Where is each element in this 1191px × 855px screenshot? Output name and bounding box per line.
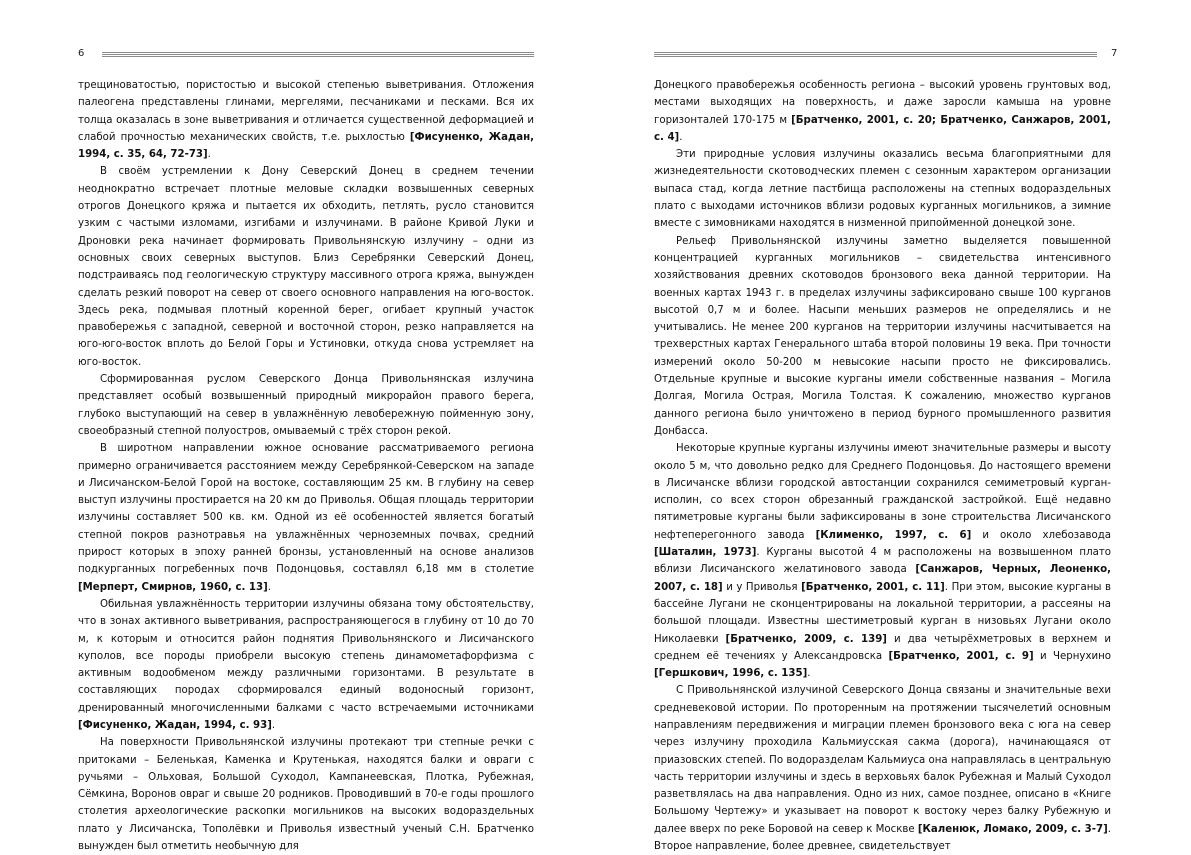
text-run: . При этом, высокие курганы в бассейне Лугани не сконцентрированы на локальной территории, а рассеяны на большой площади. Известны шестиметровый курган в низовьях Лугани около Николаевки — [654, 581, 1112, 645]
left-page — [0, 0, 595, 853]
citation: [Фисуненко, Жадан, 1994, с. 93] — [78, 719, 272, 731]
citation: [Братченко, 2009, с. 139] — [725, 633, 887, 645]
page-number: 6 — [78, 48, 85, 59]
paragraph — [78, 77, 534, 163]
citation: [Братченко, 2001, с. 9] — [888, 650, 1034, 662]
text-run: Эти природные условия излучины оказались весьма благоприятными для жизнедеятельности скотоводческих племен с сезонным характером организации выпаса стад, когда летние пастбища расположены на степных водораздельных плато с выходами источников вблизи родовых курганных могильников, а зимние вместе с зимовниками находятся в низменной припойменной донецкой зоне. — [654, 149, 1111, 230]
text-run: В широтном направлении южное основание рассматриваемого региона примерно ограничивается расстоянием между Серебрянкой-Северском на западе и Лисичанском-Белой Горой на востоке, составляющим 25 км. В глубину на север выступ излучины простирается на 20 км до Приволья. Общая площадь территории излучины составляет 500 кв. км. Одной из её особенностей является богатый степной покров разнотравья на увлажнённых черноземных почвах, средний прирост которых в эпоху ранней бронзы, установленный на основе анализов подкурганных погребенных почв Подонцовья, составлял 6,18 мм в столетие — [78, 443, 534, 576]
paragraph — [78, 734, 534, 855]
text-run: . — [679, 131, 683, 143]
text-run: и около хлебозавода — [971, 529, 1111, 541]
paragraph — [654, 440, 1111, 682]
text-run: Сформированная руслом Северского Донца Привольнянская излучина представляет особый возвышенный природный микрорайон правого берега, глубоко выступающий на север в увлажнённую левобережную пойменную зону, своеобразный степной полуостров, омываемый с трёх сторон рекой. — [78, 374, 534, 437]
text-run: Некоторые крупные курганы излучины имеют значительные размеры и высоту около 5 м, что довольно редко для Среднего Подонцовья. До настоящего времени в Лисичанске вблизи городской автостанции сохранился семиметровый курган-исполин, со всех сторон обрезанный гражданской застройкой. Ещё недавно пятиметровые курганы были зафиксированы в зоне строительства Лисичанского нефтеперегонного завода — [654, 443, 1111, 541]
paragraph — [78, 440, 534, 596]
text-run: . — [807, 668, 811, 680]
citation: [Шаталин, 1973] — [654, 547, 757, 559]
page-number: 7 — [1111, 48, 1118, 59]
text-run: Обильная увлажнённость территории излучины обязана тому обстоятельству, что в зонах активного выветривания, распространяющегося в глубину от 10 до 70 м, к которым и относится район поднятия Привольнянского и Лисичанского куполов, все породы приобрели высокую степень динамометафорфизма с активным водообменом между различными горизонтами. В результате в составляющих породах сформировался единый водоносный горизонт, дренированный многочисленными балками с часто встречаемыми источниками — [78, 598, 534, 714]
text-run: . — [267, 581, 272, 593]
citation: [Братченко, 2001, с. 11] — [801, 581, 945, 593]
header-rule — [102, 52, 534, 58]
text-run: . Курганы высотой 4 м расположены на возвышенном плато вблизи Лисичанского желатинового завода — [654, 547, 1112, 576]
text-run: На поверхности Привольнянской излучины протекают три степные речки с притоками – Беленькая, Каменка и Крутенькая, находятся балки и овраги с ручьями – Ольховая, Большой Суходол, Кампанеевская, Плотка, Рубежная, Сёмкина, Воронов овраг и свыше 20 родников. Проводивший в 70-е годы прошлого столетия археологические раскопки могильников на высоких водораздельных плато у Лисичанска, Тополёвки и Приволья известный ученый С.Н. Братченко вынужден был отметить необычную для — [78, 737, 534, 853]
text-run: . Второе направление, более древнее, свидетельствует — [654, 823, 1111, 853]
body-text — [654, 77, 1111, 855]
paragraph — [654, 146, 1111, 232]
text-run: Донецкого правобережья особенность региона – высокий уровень грунтовых вод, местами выходящих на поверхность, и даже заросли камыша на уровне горизонталей 170-175 м — [654, 80, 1111, 126]
citation: [Санжаров, Черных, Леоненко, 2007, с. 18] — [654, 564, 1111, 593]
text-run: и у Приволья — [722, 581, 802, 593]
right-page — [596, 0, 1191, 853]
text-run: и два четырёхметровых в верхнем и среднем её течениях у Александровска — [654, 633, 1111, 662]
text-run: . — [271, 719, 276, 731]
paragraph — [78, 163, 534, 371]
citation: [Братченко, 2001, с. 20; Братченко, Санжаров, 2001, с. 4] — [654, 114, 1111, 143]
paragraph — [78, 371, 534, 440]
paragraph — [654, 77, 1111, 146]
text-run: трещиноватостью, пористостью и высокой степенью выветривания. Отложения палеогена представлены глинами, мергелями, песчаниками и песками. Вся их толща оказалась в зоне выветривания и отличается существенной деформацией и слабой прочностью механических свойств, т.е. рыхлостью — [78, 80, 534, 143]
text-run: С Привольнянской излучиной Северского Донца связаны и значительные вехи средневековой истории. По проторенным на протяжении тысячелетий основным направлениям передвижения и миграции племен бронзового века с юга на север через излучину проходила Кальмиусская сакма (дорога), начинающаяся от приазовских степей. По водоразделам Кальмиуса она направлялась в центральную часть территории излучины и здесь в верховьях балок Рубежная и Малый Суходол разветвлялась на два направления. Одно из них, самое позднее, описано в «Книге Большому Чертежу» и указывает на поворот к востоку через балку Рубежную и далее вверх по реке Боровой на север к Москве — [654, 685, 1111, 835]
citation: [Каленюк, Ломако, 2009, с. 3-7] — [917, 823, 1108, 835]
text-run: Рельеф Привольнянской излучины заметно выделяется повышенной концентрацией курганных могильников – свидетельства интенсивного хозяйствования древних скотоводов бронзового века данной территории. На военных картах 1943 г. в пределах излучины зафиксировано свыше 100 курганов высотой 0,7 м и более. Насыпи меньших размеров не определялись и не учитывались. Не менее 200 курганов на территории излучины насчитывается на трехверстных картах Генерального штаба второй половины 19 века. При точности измерений около 50-200 м невысокие насыпи просто не фиксировались. Отдельные крупные и высокие курганы имели собственные названия – Могила Долгая, Могила Острая, Могила Толстая. К сожалению, множество курганов данного региона было уничтожено в период бурного промышленного развития Донбасса. — [654, 235, 1111, 437]
citation: [Мерперт, Смирнов, 1960, с. 13] — [78, 581, 268, 593]
paragraph — [654, 682, 1111, 855]
citation: [Гершкович, 1996, с. 135] — [654, 668, 808, 680]
paragraph — [654, 233, 1111, 441]
paragraph — [78, 596, 534, 734]
text-run: В своём устремлении к Дону Северский Донец в среднем течении неоднократно встречает плотные меловые складки возвышенных северных отрогов Донецкого кряжа и пытается их обходить, петлять, русло становится узким с частыми изломами, изгибами и излучинами. В районе Кривой Луки и Дроновки река начинает формировать Привольнянскую излучину – одни из основных своих северных выступов. Близ Серебрянки Северский Донец, подстраиваясь под геологическую структуру массивного отрога кряжа, вынужден сделать резкий поворот на север от своего основного направления на юго-восток. Здесь река, подмывая плотный коренной берег, огибает крупный участок правобережья с западной, северной и восточной сторон, резко направляется на юго-юго-восток вплоть до Белой Горы и Устиновки, откуда снова устремляет на юго-восток. — [78, 166, 534, 368]
header-rule — [654, 52, 1097, 58]
citation: [Фисуненко, Жадан, 1994, с. 35, 64, 72-73] — [78, 131, 535, 161]
text-run: и Чернухино — [1033, 650, 1111, 662]
body-text — [78, 77, 534, 855]
text-run: . — [207, 149, 211, 161]
citation: [Клименко, 1997, с. 6] — [815, 529, 972, 541]
